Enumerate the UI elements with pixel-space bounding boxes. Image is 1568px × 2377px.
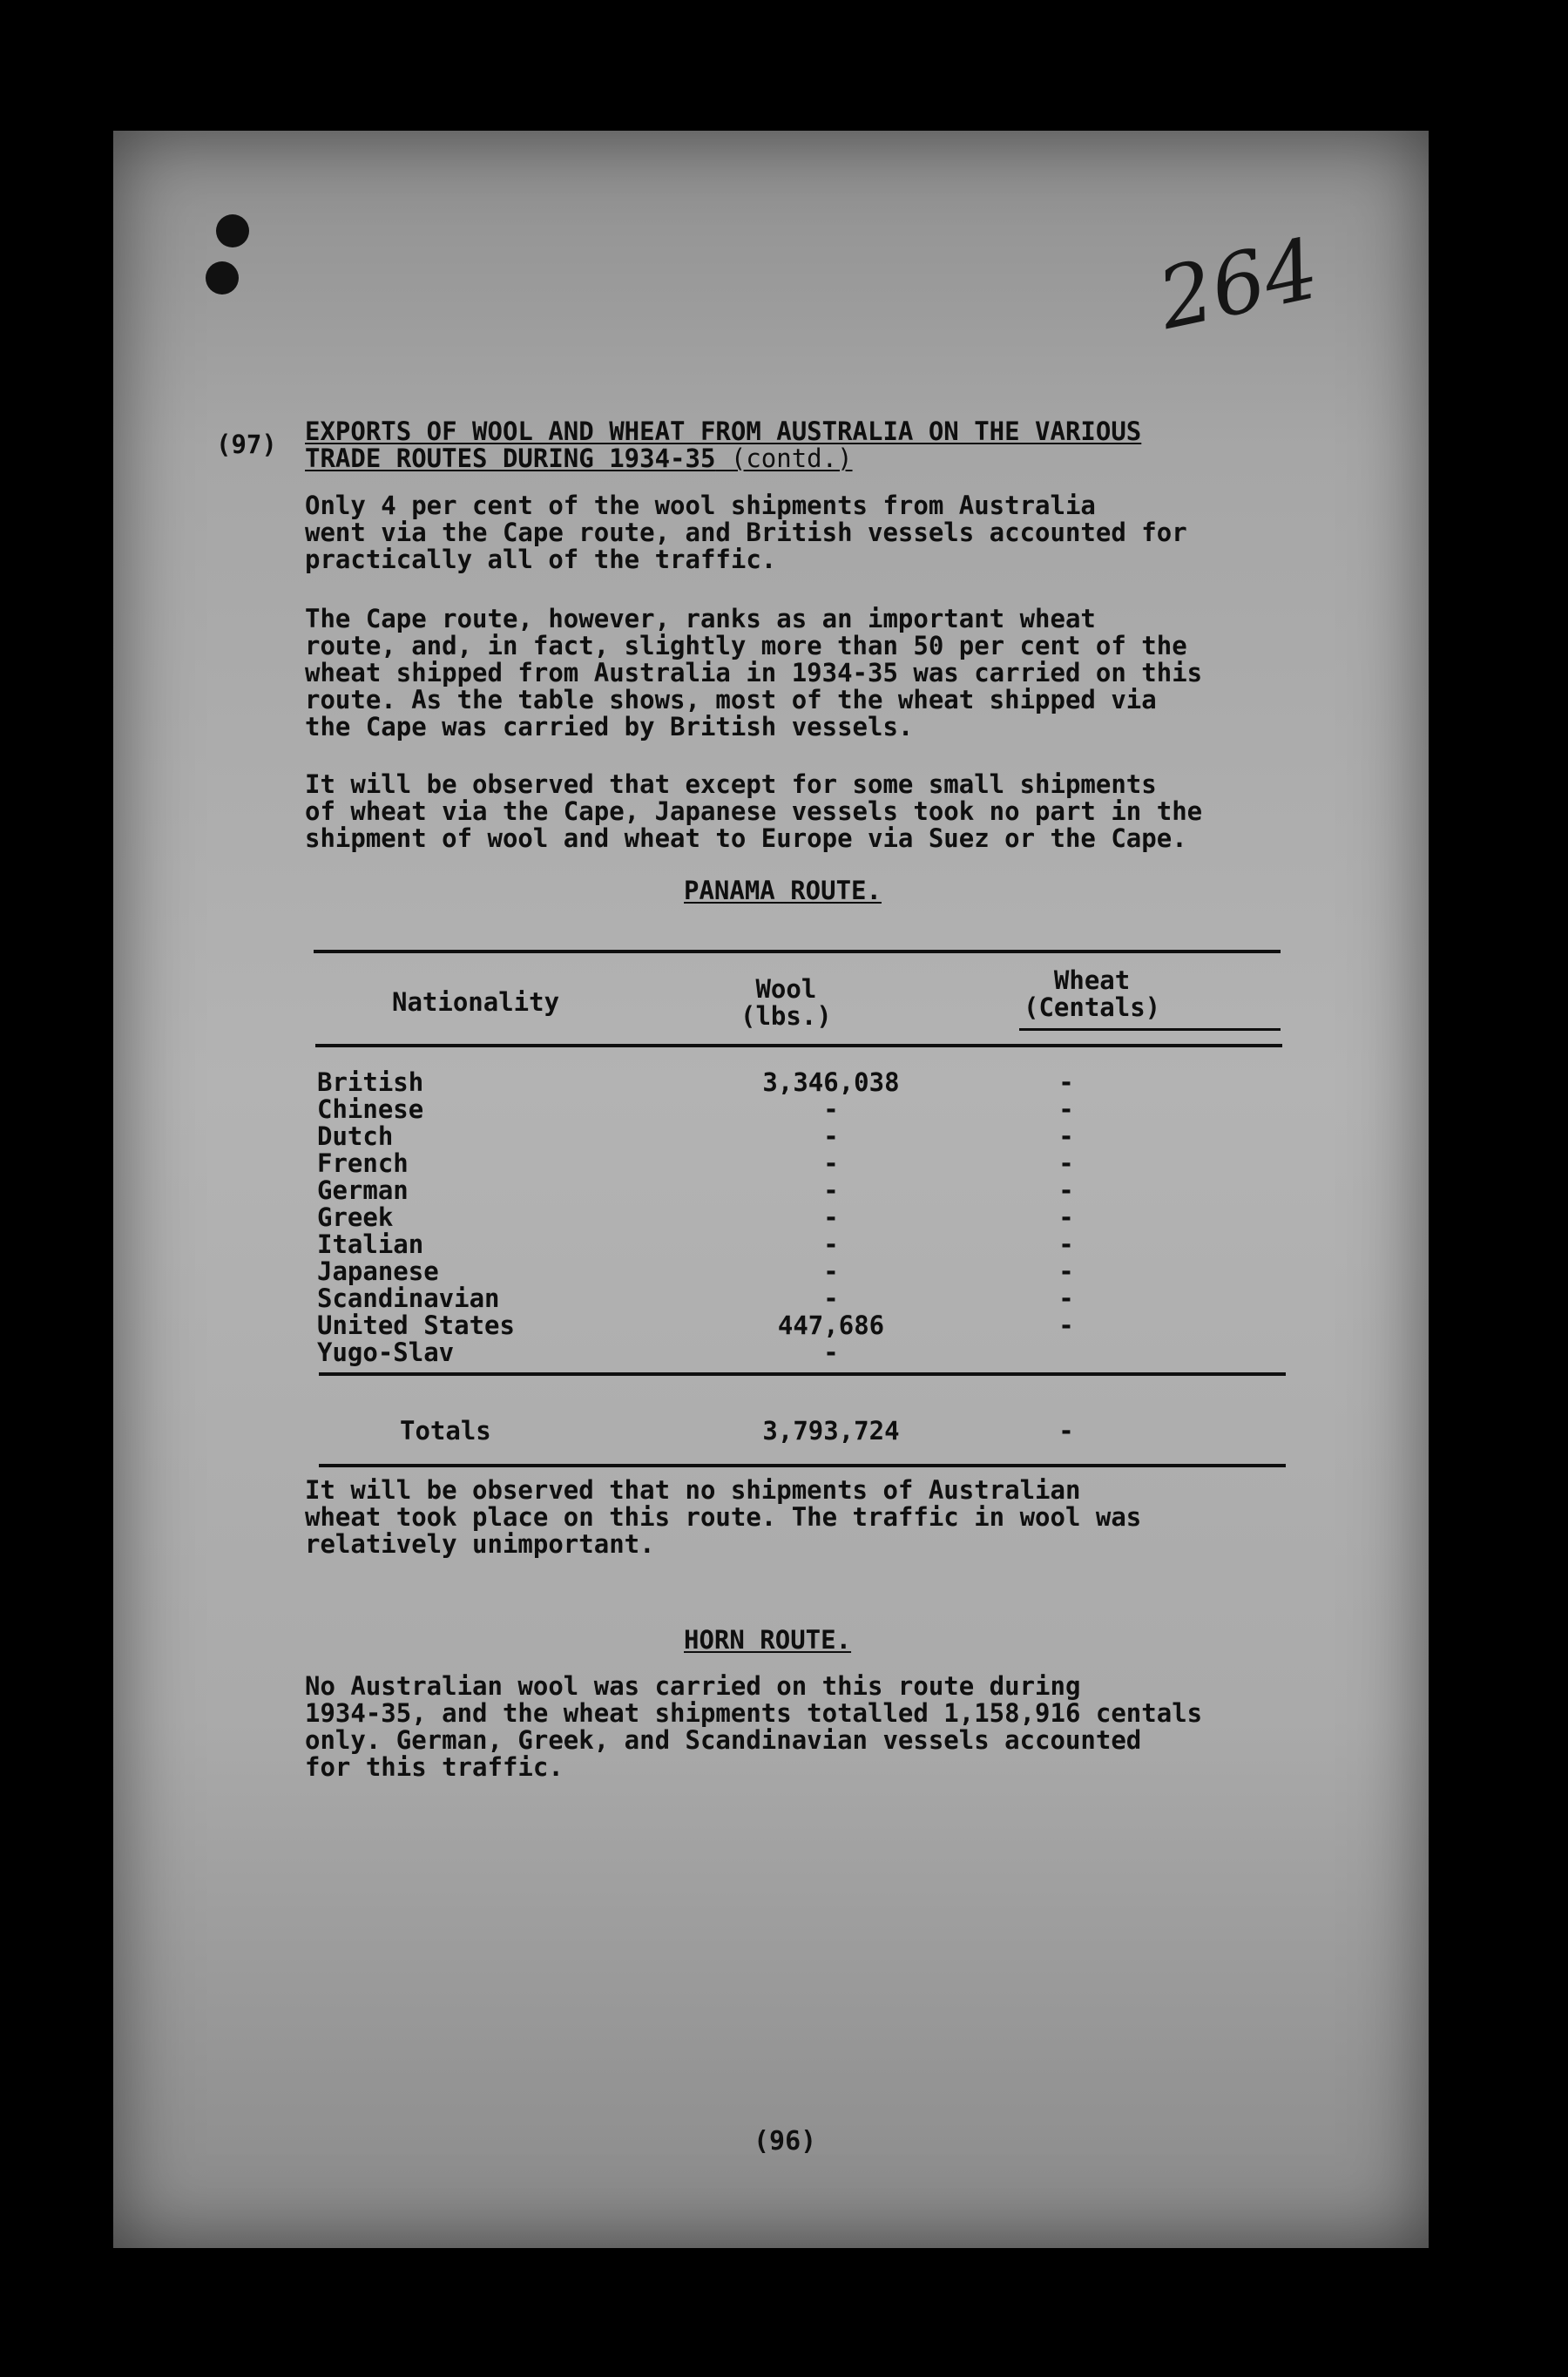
panama-route-heading: PANAMA ROUTE. [684,876,882,905]
paragraph-horn-summary: No Australian wool was carried on this route during 1934-35, and the wheat shipments totalled 1,158,916 centals only. German, Greek, and Scandinavian vessels accounted for this traffic. [305,1671,1203,1782]
cell-nationality: British [317,1067,424,1097]
title-contd: (contd.) [715,444,853,473]
paragraph-panama-summary: It will be observed that no shipments of Australian wheat took place on this route. The traffic in wool was relatively unimportant. [305,1475,1142,1559]
document-title [305,418,1141,472]
table-row [317,1256,1275,1286]
totals-top-rule [319,1372,1286,1376]
wheat-header-rule [1019,1028,1281,1031]
cell-wool: - [823,1229,839,1259]
horn-route-heading: HORN ROUTE. [684,1625,852,1655]
cell-wheat: - [1058,1256,1074,1286]
cell-wheat: - [1058,1148,1074,1178]
cell-nationality: United States [317,1310,515,1340]
table-row [317,1148,1275,1178]
cell-wool: - [823,1121,839,1151]
col-header-nationality: Nationality [392,987,560,1017]
cell-wheat: - [1058,1175,1074,1205]
cell-nationality: Greek [317,1202,394,1232]
cell-nationality: Japanese [317,1256,439,1286]
table-row [317,1310,1275,1340]
section-number: (97) [216,430,277,459]
page-number: (96) [754,2126,817,2157]
table-top-rule [314,950,1281,953]
totals-label: Totals [400,1416,491,1446]
title-line-1: EXPORTS OF WOOL AND WHEAT FROM AUSTRALIA ON THE VARIOUS [305,416,1142,446]
table-row [317,1337,1275,1365]
cell-wheat: - [1058,1229,1074,1259]
punch-hole [216,214,249,247]
cell-nationality: Chinese [317,1094,424,1124]
table-row [317,1175,1275,1205]
cell-wheat: - [1058,1283,1074,1313]
cell-wool: - [823,1175,839,1205]
paragraph-wheat-cape: The Cape route, however, ranks as an important wheat route, and, in fact, slightly more than 50 per cent of the wheat shipped from Australia in 1934-35 was carried on this route. As the table shows, most of the wheat shipped via the Cape was carried by British vessels. [305,604,1203,742]
cell-wool: - [823,1337,839,1367]
paragraph-wool-cape: Only 4 per cent of the wool shipments from Australia went via the Cape route, and British vessels accounted for practically all of the traffic. [305,491,1187,574]
cell-nationality: Dutch [317,1121,394,1151]
table-bottom-rule [319,1464,1286,1467]
cell-wool: 3,346,038 [762,1067,900,1097]
totals-wool: 3,793,724 [762,1416,900,1446]
cell-wool: - [823,1283,839,1313]
table-row [317,1229,1275,1259]
cell-nationality: Yugo-Slav [317,1337,455,1367]
table-row [317,1094,1275,1124]
table-row [317,1202,1275,1232]
cell-wool: - [823,1148,839,1178]
col-header-wool: Wool (lbs.) [740,974,832,1031]
cell-wheat: - [1058,1067,1074,1097]
table-row [317,1067,1275,1097]
cell-wheat: - [1058,1121,1074,1151]
cell-nationality: French [317,1148,409,1178]
col-header-wheat: Wheat (Centals) [1024,965,1161,1022]
paragraph-japanese-vessels: It will be observed that except for some small shipments of wheat via the Cape, Japanese vessels took no part in the shipment of wool and wheat to Europe via Suez or the Cape. [305,769,1203,853]
cell-wool: - [823,1202,839,1232]
cell-wheat: - [1058,1202,1074,1232]
handwritten-page-number: 264 [1150,220,1327,349]
punch-hole [206,261,239,295]
cell-nationality: German [317,1175,409,1205]
title-line-2: TRADE ROUTES DURING 1934-35 [305,444,716,473]
cell-wool: - [823,1094,839,1124]
cell-wheat: - [1058,1310,1074,1340]
cell-nationality: Scandinavian [317,1283,500,1313]
table-header-rule [315,1044,1282,1047]
document-sheet [113,131,1429,2248]
cell-nationality: Italian [317,1229,424,1259]
cell-wool: - [823,1256,839,1286]
cell-wheat: - [1058,1094,1074,1124]
table-row [317,1283,1275,1313]
cell-wool: 447,686 [777,1310,885,1340]
totals-wheat: - [1058,1416,1074,1446]
table-row [317,1121,1275,1151]
